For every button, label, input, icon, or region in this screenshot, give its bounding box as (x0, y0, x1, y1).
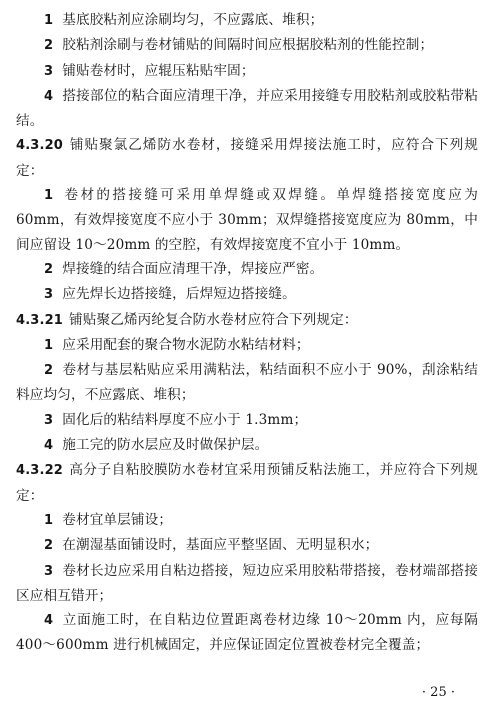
clause-4-3-22 (16, 458, 478, 508)
item-text: 立面施工时，在自粘边位置距离卷材边缘 10～20mm 内，应每隔 400～600mm 进行机械固定，并应保证固定位置被卷材完全覆盖； (16, 612, 478, 654)
clause-number: 4.3.21 (16, 312, 63, 328)
item-text: 施工完的防水层应及时做保护层。 (62, 437, 269, 454)
item-number: 3 (44, 287, 54, 303)
item-text: 基底胶粘剂应涂刷均匀，不应露底、堆积； (62, 12, 324, 28)
list-item-4 (16, 433, 478, 458)
item-text: 胶粘剂涂刷与卷材铺贴的间隔时间应根据胶粘剂的性能控制； (62, 37, 434, 54)
item-text: 卷材长边应采用自粘边搭接，短边应采用胶粘带搭接，卷材端部搭接区应相互错开； (16, 562, 478, 604)
list-item-3 (16, 282, 478, 307)
list-item-3 (16, 59, 478, 84)
item-text: 应采用配套的聚合物水泥防水粘结材料； (62, 336, 310, 353)
item-text: 固化后的粘结料厚度不应小于 1.3mm； (62, 411, 308, 428)
clause-4-3-20 (16, 133, 478, 183)
item-text: 焊接缝的结合面应清理干净，焊接应严密。 (62, 260, 324, 277)
item-text: 铺贴卷材时，应辊压粘贴牢固； (62, 62, 255, 79)
list-item-2 (16, 358, 478, 408)
item-text: 卷材与基层粘贴应采用满粘法，粘结面积不应小于 90%，刮涂粘结料应均匀，不应露底、堆积； (16, 362, 478, 404)
list-item-1 (16, 8, 478, 33)
list-item-2 (16, 257, 478, 282)
item-number: 4 (44, 438, 54, 454)
clause-text: 高分子自粘胶膜防水卷材宜采用预铺反粘法施工，并应符合下列规定： (16, 462, 478, 504)
item-number: 1 (44, 188, 54, 204)
list-item-2 (16, 33, 478, 58)
list-item-1 (16, 508, 478, 533)
item-text: 卷材的搭接缝可采用单焊缝或双焊缝。单焊缝搭接宽度应为 60mm，有效焊接宽度不应小于 30mm；双焊缝搭接宽度应为 80mm，中间应留设 10～20mm 的空腔，有效焊接宽度不宜小于 10mm。 (16, 187, 478, 253)
list-item-2 (16, 533, 478, 558)
item-number: 2 (44, 261, 54, 277)
item-number: 1 (44, 337, 54, 353)
list-item-3 (16, 559, 478, 609)
item-number: 4 (44, 88, 54, 104)
list-item-4 (16, 84, 478, 134)
list-item-3 (16, 408, 478, 433)
list-item-1 (16, 183, 478, 257)
item-number: 2 (44, 363, 54, 379)
item-text: 应先焊长边搭接缝，后焊短边搭接缝。 (62, 286, 296, 303)
document-page (16, 8, 478, 658)
clause-text: 铺贴聚氯乙烯防水卷材，接缝采用焊接法施工时，应符合下列规定： (16, 137, 478, 179)
item-number: 3 (44, 563, 54, 579)
item-number: 1 (44, 512, 54, 528)
list-item-4 (16, 608, 478, 658)
page-number: · 25 · (421, 685, 455, 700)
item-text: 卷材宜单层铺设； (62, 511, 173, 528)
item-number: 4 (44, 613, 54, 629)
item-text: 搭接部位的粘合面应清理干净，并应采用接缝专用胶粘剂或胶粘带粘结。 (16, 87, 478, 130)
clause-number: 4.3.22 (16, 463, 63, 479)
clause-number: 4.3.20 (16, 138, 63, 154)
item-text: 在潮湿基面铺设时，基面应平整坚固、无明显积水； (62, 537, 379, 554)
item-number: 3 (44, 63, 54, 79)
list-item-1 (16, 333, 478, 358)
item-number: 1 (44, 13, 54, 28)
item-number: 3 (44, 412, 54, 428)
clause-4-3-21 (16, 308, 478, 333)
item-number: 2 (44, 38, 54, 54)
item-number: 2 (44, 538, 54, 554)
clause-text: 铺贴聚乙烯丙纶复合防水卷材应符合下列规定： (68, 311, 358, 328)
